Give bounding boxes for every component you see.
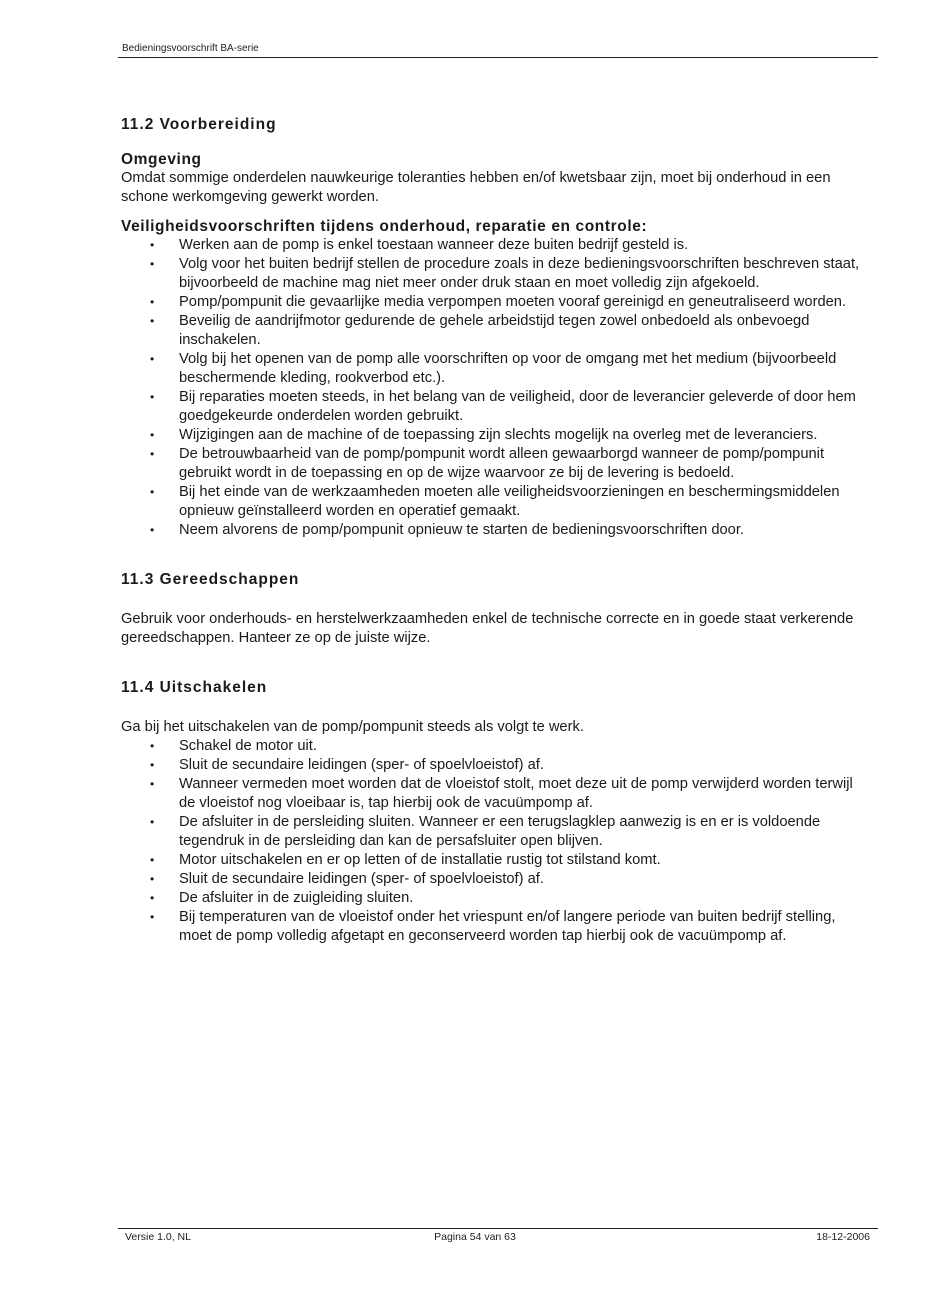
list-item: • Volg bij het openen van de pomp alle voorschriften op voor de omgang met het medium (bijvoorbeeld beschermende kleding, rookverbod etc.). — [179, 350, 866, 388]
safety-list — [121, 236, 866, 540]
list-item: • De afsluiter in de persleiding sluiten. Wanneer er een terugslagklep aanwezig is en er is voldoende tegendruk in de persleiding dan kan de persafsluiter open blijven. — [179, 813, 866, 851]
shutdown-intro: Ga bij het uitschakelen van de pomp/pompunit steeds als volgt te werk. — [121, 719, 584, 735]
section-heading-11-3: 11.3 Gereedschappen — [121, 571, 300, 588]
tools-paragraph: Gebruik voor onderhouds- en herstelwerkzaamheden enkel de technische correcte en in goede staat verkerende gereedschappen. Hanteer ze op de juiste wijze. — [121, 611, 854, 646]
section-heading-11-2: 11.2 Voorbereiding — [121, 116, 277, 133]
subheading-omgeving: Omgeving — [121, 151, 202, 168]
running-header: Bedieningsvoorschrift BA-serie — [122, 43, 259, 54]
list-item: • Wijzigingen aan de machine of de toepassing zijn slechts mogelijk na overleg met de leveranciers. — [179, 426, 866, 445]
footer-divider — [118, 1228, 878, 1229]
section-heading-11-4: 11.4 Uitschakelen — [121, 679, 268, 696]
list-item: • Volg voor het buiten bedrijf stellen de procedure zoals in deze bedieningsvoorschriften beschreven staat, bijvoorbeeld de machine mag niet meer onder druk staan en moet volledig zijn afgekoeld. — [179, 255, 866, 293]
list-item: • Sluit de secundaire leidingen (sper- of spoelvloeistof) af. — [179, 870, 866, 889]
list-item: • Sluit de secundaire leidingen (sper- of spoelvloeistof) af. — [179, 756, 866, 775]
list-item: • Motor uitschakelen en er op letten of de installatie rustig tot stilstand komt. — [179, 851, 866, 870]
list-item: • Bij het einde van de werkzaamheden moeten alle veiligheidsvoorzieningen en beschermingsmiddelen opnieuw geïnstalleerd worden en operatief gemaakt. — [179, 483, 866, 521]
list-item: • Pomp/pompunit die gevaarlijke media verpompen moeten vooraf gereinigd en geneutraliseerd worden. — [179, 293, 866, 312]
list-item: • Schakel de motor uit. — [179, 737, 866, 756]
list-item: • Wanneer vermeden moet worden dat de vloeistof stolt, moet deze uit de pomp verwijderd worden terwijl de vloeistof nog vloeibaar is, tap hierbij ook de vacuümpomp af. — [179, 775, 866, 813]
list-item: • Bij reparaties moeten steeds, in het belang van de veiligheid, door de leverancier geleverde of door hem goedgekeurde onderdelen worden gebruikt. — [179, 388, 866, 426]
page-content — [121, 115, 866, 946]
footer-page-number: Pagina 54 van 63 — [434, 1231, 516, 1243]
list-item: • De betrouwbaarheid van de pomp/pompunit wordt alleen gewaarborgd wanneer de pomp/pompunit gebruikt wordt in de toepassing en op de wijze waarvoor ze bij de levering is bedoeld. — [179, 445, 866, 483]
list-item: • Bij temperaturen van de vloeistof onder het vriespunt en/of langere periode van buiten bedrijf stelling, moet de pomp volledig afgetapt en geconserveerd worden tap hierbij ook de vacuümpomp af. — [179, 908, 866, 946]
header-divider — [118, 57, 878, 58]
list-item: • Werken aan de pomp is enkel toestaan wanneer deze buiten bedrijf gesteld is. — [179, 236, 866, 255]
footer-date: 18-12-2006 — [816, 1231, 870, 1243]
footer-version: Versie 1.0, NL — [125, 1231, 191, 1243]
list-item: • De afsluiter in de zuigleiding sluiten. — [179, 889, 866, 908]
subheading-safety: Veiligheidsvoorschriften tijdens onderhoud, reparatie en controle: — [121, 218, 648, 235]
list-item: • Beveilig de aandrijfmotor gedurende de gehele arbeidstijd tegen zowel onbedoeld als onbevoegd inschakelen. — [179, 312, 866, 350]
shutdown-list — [121, 737, 866, 946]
environment-paragraph: Omdat sommige onderdelen nauwkeurige toleranties hebben en/of kwetsbaar zijn, moet bij onderhoud in een schone werkomgeving gewerkt worden. — [121, 170, 831, 205]
list-item: • Neem alvorens de pomp/pompunit opnieuw te starten de bedieningsvoorschriften door. — [179, 521, 866, 540]
